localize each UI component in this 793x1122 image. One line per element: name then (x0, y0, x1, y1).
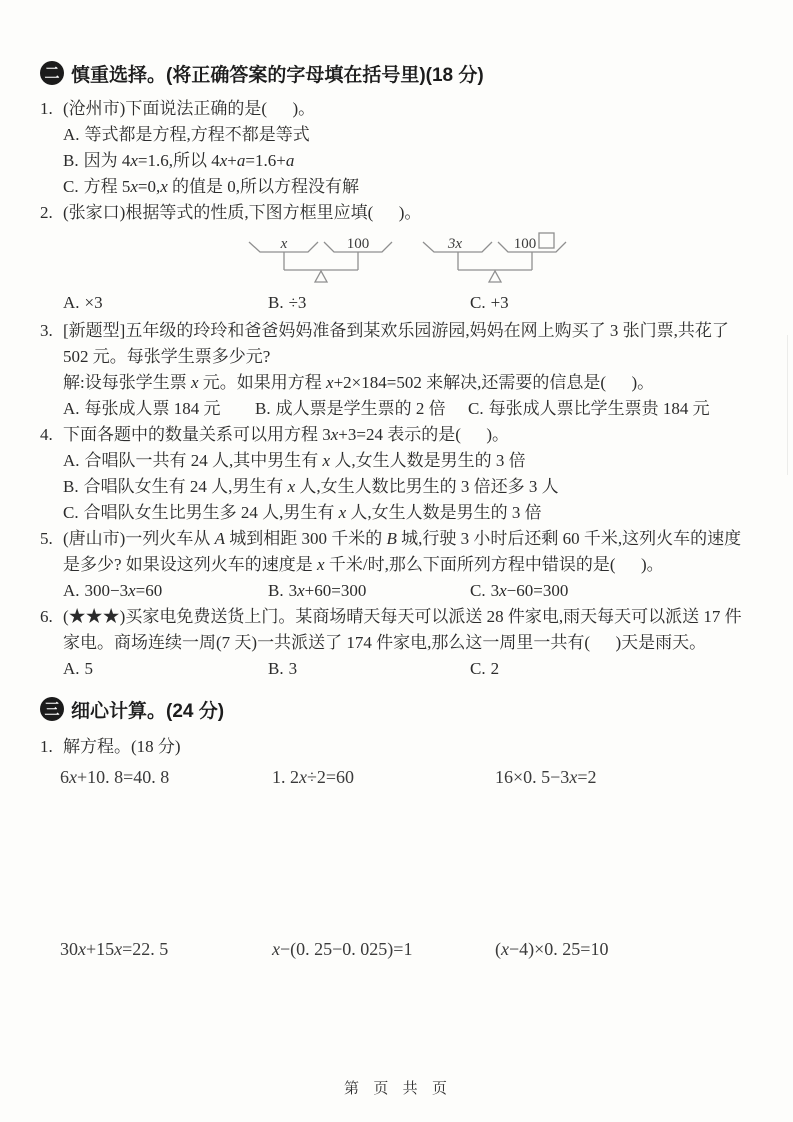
option-text: 成人票是学生票的 2 倍 (275, 399, 446, 418)
empty-answer-box (539, 233, 554, 248)
question-3-stem-line1 (40, 318, 779, 344)
option-b (268, 656, 470, 682)
option-text: 每张成人票比学生票贵 184 元 (488, 399, 710, 418)
equation-6: (x−4)×0. 25=10 (495, 939, 609, 959)
question-text: (唐山市)一列火车从 A 城到相距 300 千米的 B 城,行驶 3 小时后还剩 60 千米,这列火车的速度 (63, 529, 742, 548)
question-6 (40, 604, 779, 682)
option-label: A. (63, 451, 80, 470)
option-label: B. (63, 151, 79, 170)
option-text: 等式都是方程,方程不都是等式 (84, 125, 310, 144)
balance-scales-diagram (245, 230, 779, 286)
question-text: (张家口)根据等式的性质,下图方框里应填( )。 (63, 203, 422, 222)
section1-header (40, 60, 779, 86)
right-scale-fulcrum (489, 271, 501, 282)
sub-question-text: 解方程。(18 分) (63, 737, 181, 756)
equation-row-2 (40, 934, 779, 964)
option-label: A. (63, 293, 80, 312)
right-scale-pan2-label: 100 (513, 236, 537, 252)
option-label: A. (63, 125, 80, 144)
sub-question-number: 1. (40, 737, 53, 756)
option-text: 合唱队女生有 24 人,男生有 x 人,女生人数比男生的 3 倍还多 3 人 (83, 477, 559, 496)
option-label: A. (63, 399, 80, 418)
option-b (268, 288, 470, 318)
question-text: 家电。商场连续一周(7 天)一共派送了 174 件家电,那么这一周里一共有( )天是雨天。 (63, 633, 707, 652)
question-number: 4. (40, 425, 53, 444)
question-text: 解:设每张学生票 x 元。如果用方程 x+2×184=502 来解决,还需要的信息是( )。 (63, 373, 655, 392)
option-text: 3x+60=300 (288, 581, 367, 600)
question-3-stem-line3 (40, 370, 779, 396)
left-scale-pan2-label: 100 (346, 236, 370, 252)
option-label: A. (63, 581, 80, 600)
question-2 (40, 200, 779, 318)
section-number-three-icon (40, 697, 64, 721)
option-text: +3 (490, 293, 509, 312)
question-6-stem-line2 (40, 630, 779, 656)
option-text: ×3 (84, 293, 103, 312)
question-3-stem-line2 (40, 344, 779, 370)
option-a (63, 288, 268, 318)
section2-title: 细心计算。(24 分) (71, 700, 225, 722)
option-text: 每张成人票 184 元 (84, 399, 221, 418)
left-scale-pan1-label: x (280, 236, 288, 252)
question-3-options (40, 396, 779, 422)
option-a (40, 122, 779, 148)
option-label: B. (268, 581, 284, 600)
question-4-stem (40, 422, 779, 448)
question-number: 6. (40, 607, 53, 626)
option-text: 2 (490, 659, 500, 678)
option-b (255, 396, 468, 422)
option-label: C. (470, 581, 486, 600)
option-text: 3x−60=300 (490, 581, 569, 600)
option-c (470, 656, 779, 682)
equation-5: x−(0. 25−0. 025)=1 (272, 939, 413, 959)
equation-1: 6x+10. 8=40. 8 (60, 767, 170, 787)
question-1-stem (40, 96, 779, 122)
question-5-stem-line2 (40, 552, 779, 578)
section1-title: 慎重选择。(将正确答案的字母填在括号里)(18 分) (71, 64, 484, 86)
equation-3: 16×0. 5−3x=2 (495, 767, 597, 787)
section-number-two-icon (40, 61, 64, 85)
option-c (468, 396, 779, 422)
right-scale-pan1-label: 3x (447, 236, 463, 252)
question-2-options (40, 288, 779, 318)
page-footer: 第 页 共 页 (343, 1080, 449, 1097)
option-b (268, 578, 470, 604)
option-a (40, 448, 779, 474)
equation-row-1 (40, 762, 779, 792)
option-text: 因为 4x=1.6,所以 4x+a=1.6+a (83, 151, 295, 170)
option-label: B. (268, 659, 284, 678)
question-text: 下面各题中的数量关系可以用方程 3x+3=24 表示的是( )。 (63, 425, 510, 444)
option-c (40, 500, 779, 526)
section1-icon-glyph: 二 (44, 64, 60, 82)
option-text: 5 (84, 659, 94, 678)
option-b (40, 148, 779, 174)
option-text: ÷3 (288, 293, 307, 312)
option-text: 300−3x=60 (84, 581, 163, 600)
question-number: 1. (40, 99, 53, 118)
question-5-stem-line1 (40, 526, 779, 552)
option-label: A. (63, 659, 80, 678)
equation-4: 30x+15x=22. 5 (60, 939, 169, 959)
option-label: C. (63, 177, 79, 196)
solve-equations-instruction (40, 732, 779, 762)
question-2-stem (40, 200, 779, 226)
question-1 (40, 96, 779, 200)
option-text: 合唱队一共有 24 人,其中男生有 x 人,女生人数是男生的 3 倍 (84, 451, 526, 470)
option-label: C. (470, 659, 486, 678)
equation-2: 1. 2x÷2=60 (272, 767, 355, 787)
question-text: (沧州市)下面说法正确的是( )。 (63, 99, 316, 118)
option-c (470, 578, 779, 604)
question-text: 是多少? 如果设这列火车的速度是 x 千米/时,那么下面所列方程中错误的是( )。 (63, 555, 664, 574)
question-5-options (40, 578, 779, 604)
question-3 (40, 318, 779, 422)
question-6-stem-line1 (40, 604, 779, 630)
option-c (470, 288, 779, 318)
option-label: B. (63, 477, 79, 496)
option-text: 3 (288, 659, 298, 678)
question-text: 502 元。每张学生票多少元? (63, 347, 271, 366)
question-6-options (40, 656, 779, 682)
option-label: C. (63, 503, 79, 522)
option-a (63, 578, 268, 604)
left-scale-fulcrum (315, 271, 327, 282)
option-label: B. (255, 399, 271, 418)
option-label: B. (268, 293, 284, 312)
work-space-blank (40, 792, 779, 934)
question-5 (40, 526, 779, 604)
question-4 (40, 422, 779, 526)
option-text: 合唱队女生比男生多 24 人,男生有 x 人,女生人数是男生的 3 倍 (83, 503, 542, 522)
option-text: 方程 5x=0,x 的值是 0,所以方程没有解 (83, 177, 360, 196)
option-c (40, 174, 779, 200)
question-text: [新题型]五年级的玲玲和爸爸妈妈准备到某欢乐园游园,妈妈在网上购买了 3 张门票,共花了 (63, 321, 729, 340)
option-a (63, 396, 255, 422)
question-text: (★★★)买家电免费送货上门。某商场晴天每天可以派送 28 件家电,雨天每天可以派送 17 件 (63, 607, 742, 626)
question-number: 3. (40, 321, 53, 340)
option-a (63, 656, 268, 682)
question-number: 2. (40, 203, 53, 222)
option-label: C. (468, 399, 484, 418)
option-b (40, 474, 779, 500)
option-label: C. (470, 293, 486, 312)
scan-edge-artifact (787, 335, 788, 475)
section2-header (40, 696, 779, 722)
balance-scales-svg (245, 230, 575, 286)
question-number: 5. (40, 529, 53, 548)
section2-icon-glyph: 三 (44, 700, 60, 718)
